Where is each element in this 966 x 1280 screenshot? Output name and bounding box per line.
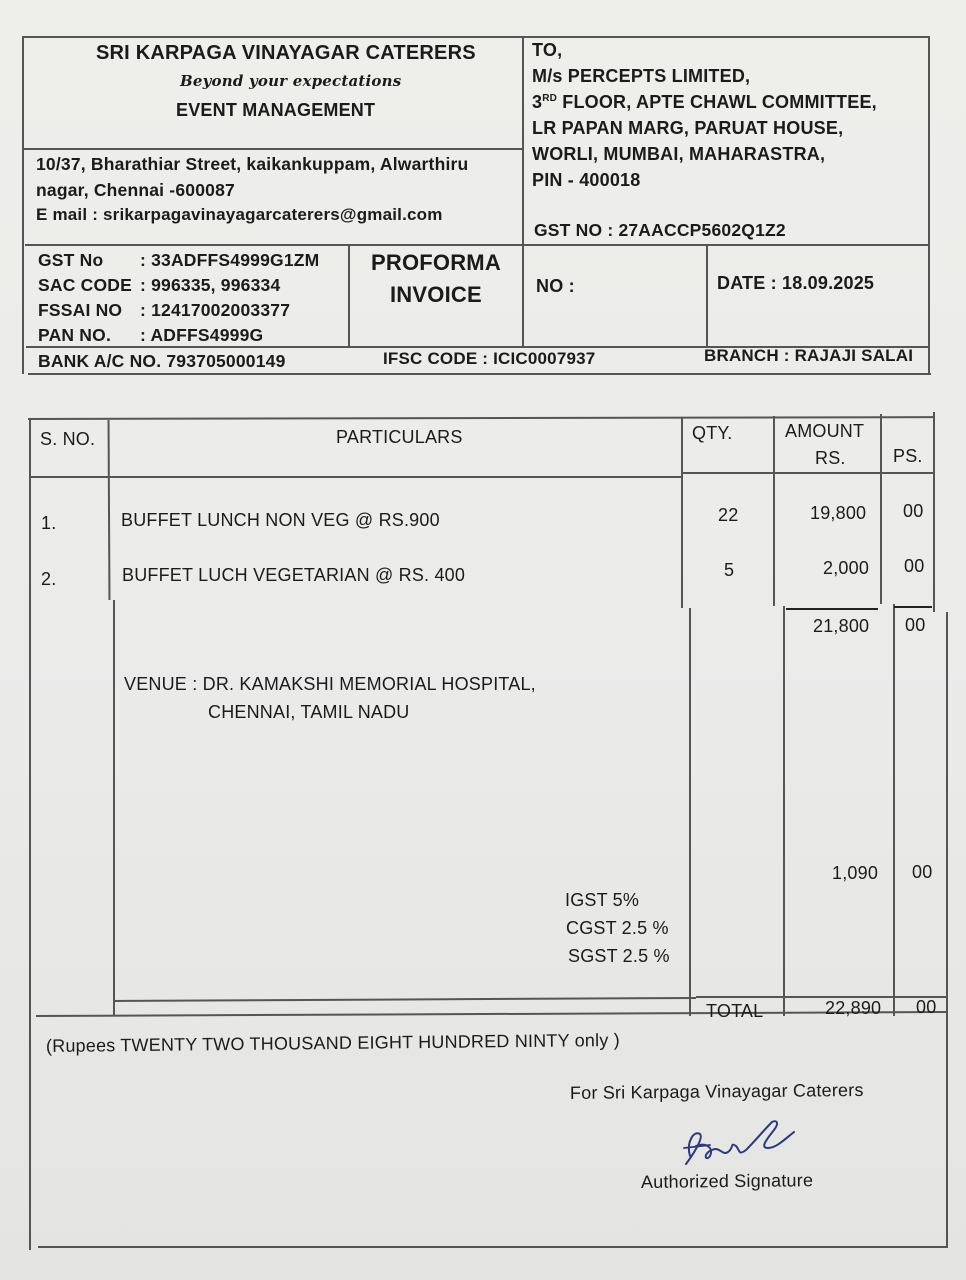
ids-divider-3	[706, 245, 708, 346]
row-qty: 5	[724, 560, 735, 580]
header-rs: RS.	[815, 448, 846, 468]
col-divider-qty-lower	[689, 608, 691, 1016]
header-sno: S. NO.	[40, 429, 96, 449]
venue-line1: VENUE : DR. KAMAKSHI MEMORIAL HOSPITAL,	[124, 674, 536, 694]
signature-mark	[676, 1112, 806, 1176]
col-divider-amount	[773, 416, 775, 606]
tax-sgst: SGST 2.5 %	[568, 946, 670, 966]
col-divider-ps-lower	[893, 604, 895, 1016]
col-divider-qty	[681, 418, 683, 608]
header-right-border	[928, 36, 930, 374]
row-sno: 2.	[41, 569, 57, 589]
subtotal-rule-rs	[786, 608, 878, 610]
buyer-floor-number: 3	[532, 92, 543, 112]
col-divider-amount-lower	[783, 606, 785, 1016]
header-row-border	[30, 476, 682, 478]
bank-branch: BRANCH : RAJAJI SALAI	[704, 346, 914, 365]
seller-tagline: Beyond your expectations	[180, 72, 402, 90]
total-label: TOTAL	[706, 1001, 764, 1021]
header-qty: QTY.	[692, 423, 733, 443]
buyer-to: TO,	[532, 40, 563, 60]
row-amount-ps: 00	[904, 556, 925, 576]
bank-account: BANK A/C NO. 793705000149	[38, 351, 286, 371]
invoice-date: DATE : 18.09.2025	[717, 273, 875, 293]
subtotal-rs: 21,800	[813, 616, 870, 636]
pan-value: : ADFFS4999G	[140, 325, 264, 345]
subtotal-rule-ps	[894, 606, 932, 608]
total-rs: 22,890	[825, 998, 882, 1018]
total-row-top-border	[114, 997, 696, 1002]
gst-value: : 33ADFFS4999G1ZM	[140, 250, 320, 270]
buyer-address-line1	[532, 92, 877, 113]
buyer-floor-superscript: RD	[542, 93, 558, 104]
seller-email: E mail : srikarpagavinayagarcaterers@gmail.com	[36, 205, 443, 224]
header-row-border-right	[682, 472, 934, 474]
for-company: For Sri Karpaga Vinayagar Caterers	[569, 1079, 864, 1103]
buyer-address-line2: LR PAPAN MARG, PARUAT HOUSE,	[532, 118, 844, 138]
seller-address-line1: 10/37, Bharathiar Street, kaikankuppam, Alwarthiru	[36, 154, 469, 174]
col-divider-ps	[880, 414, 882, 604]
tax-cgst: CGST 2.5 %	[566, 918, 669, 938]
header-ps: PS.	[893, 446, 923, 466]
header-particulars: PARTICULARS	[336, 427, 463, 447]
header-bottom-border	[28, 373, 931, 375]
buyer-address-line3: WORLI, MUMBAI, MAHARASTRA,	[532, 144, 826, 164]
row-particulars: BUFFET LUCH VEGETARIAN @ RS. 400	[122, 565, 466, 585]
venue-line2: CHENNAI, TAMIL NADU	[208, 702, 410, 722]
row-amount-ps: 00	[903, 501, 924, 521]
ids-top-border	[25, 244, 930, 246]
row-amount-rs: 2,000	[823, 558, 870, 578]
authorized-signature: Authorized Signature	[640, 1170, 814, 1192]
row-qty: 22	[718, 505, 739, 525]
amount-in-words: (Rupees TWENTY TWO THOUSAND EIGHT HUNDRED NINTY only )	[45, 1029, 620, 1056]
seller-name: SRI KARPAGA VINAYAGAR CATERERS	[96, 42, 476, 64]
ids-divider-1	[348, 245, 350, 346]
header-top-border	[22, 36, 930, 38]
total-row-top-border-right	[696, 996, 946, 998]
subtotal-ps: 00	[905, 615, 926, 635]
buyer-pin: PIN - 400018	[532, 170, 641, 190]
table-left-border	[29, 420, 31, 1250]
header-left-border	[22, 36, 24, 374]
tax-amount-rs: 1,090	[832, 863, 879, 883]
header-amount: AMOUNT	[785, 421, 865, 441]
sac-value: : 996335, 996334	[140, 275, 281, 295]
gst-label: GST No	[38, 250, 104, 270]
doc-title-line1: PROFORMA	[371, 250, 501, 275]
buyer-gst: GST NO : 27AACCP5602Q1Z2	[534, 220, 786, 240]
row-particulars: BUFFET LUNCH NON VEG @ RS.900	[121, 510, 440, 530]
bank-ifsc: IFSC CODE : ICIC0007937	[383, 349, 596, 368]
total-ps: 00	[916, 997, 937, 1017]
fssai-label: FSSAI NO	[38, 300, 123, 320]
col-divider-sno-lower	[113, 600, 115, 1016]
tax-amount-ps: 00	[912, 862, 933, 882]
seller-buyer-divider	[522, 36, 524, 346]
doc-title-line2: INVOICE	[390, 282, 482, 307]
buyer-name: M/s PERCEPTS LIMITED,	[532, 66, 751, 86]
row-sno: 1.	[41, 513, 57, 533]
col-divider-sno	[108, 420, 110, 600]
fssai-value: : 12417002003377	[140, 300, 291, 320]
invoice-number-label: NO :	[536, 276, 575, 296]
total-row-bottom-border	[36, 1011, 946, 1016]
table-top-border	[28, 416, 934, 419]
table-right-border-upper	[933, 412, 935, 612]
pan-label: PAN NO.	[38, 325, 112, 345]
table-right-border-lower	[946, 612, 948, 1248]
tax-igst: IGST 5%	[565, 890, 640, 910]
table-bottom-border	[38, 1246, 948, 1248]
seller-address-line2: nagar, Chennai -600087	[36, 180, 235, 200]
row-amount-rs: 19,800	[810, 503, 867, 523]
sac-label: SAC CODE	[38, 275, 132, 295]
seller-subtitle: EVENT MANAGEMENT	[176, 100, 376, 120]
seller-divider	[22, 148, 523, 150]
buyer-floor-rest: FLOOR, APTE CHAWL COMMITTEE,	[557, 92, 877, 112]
